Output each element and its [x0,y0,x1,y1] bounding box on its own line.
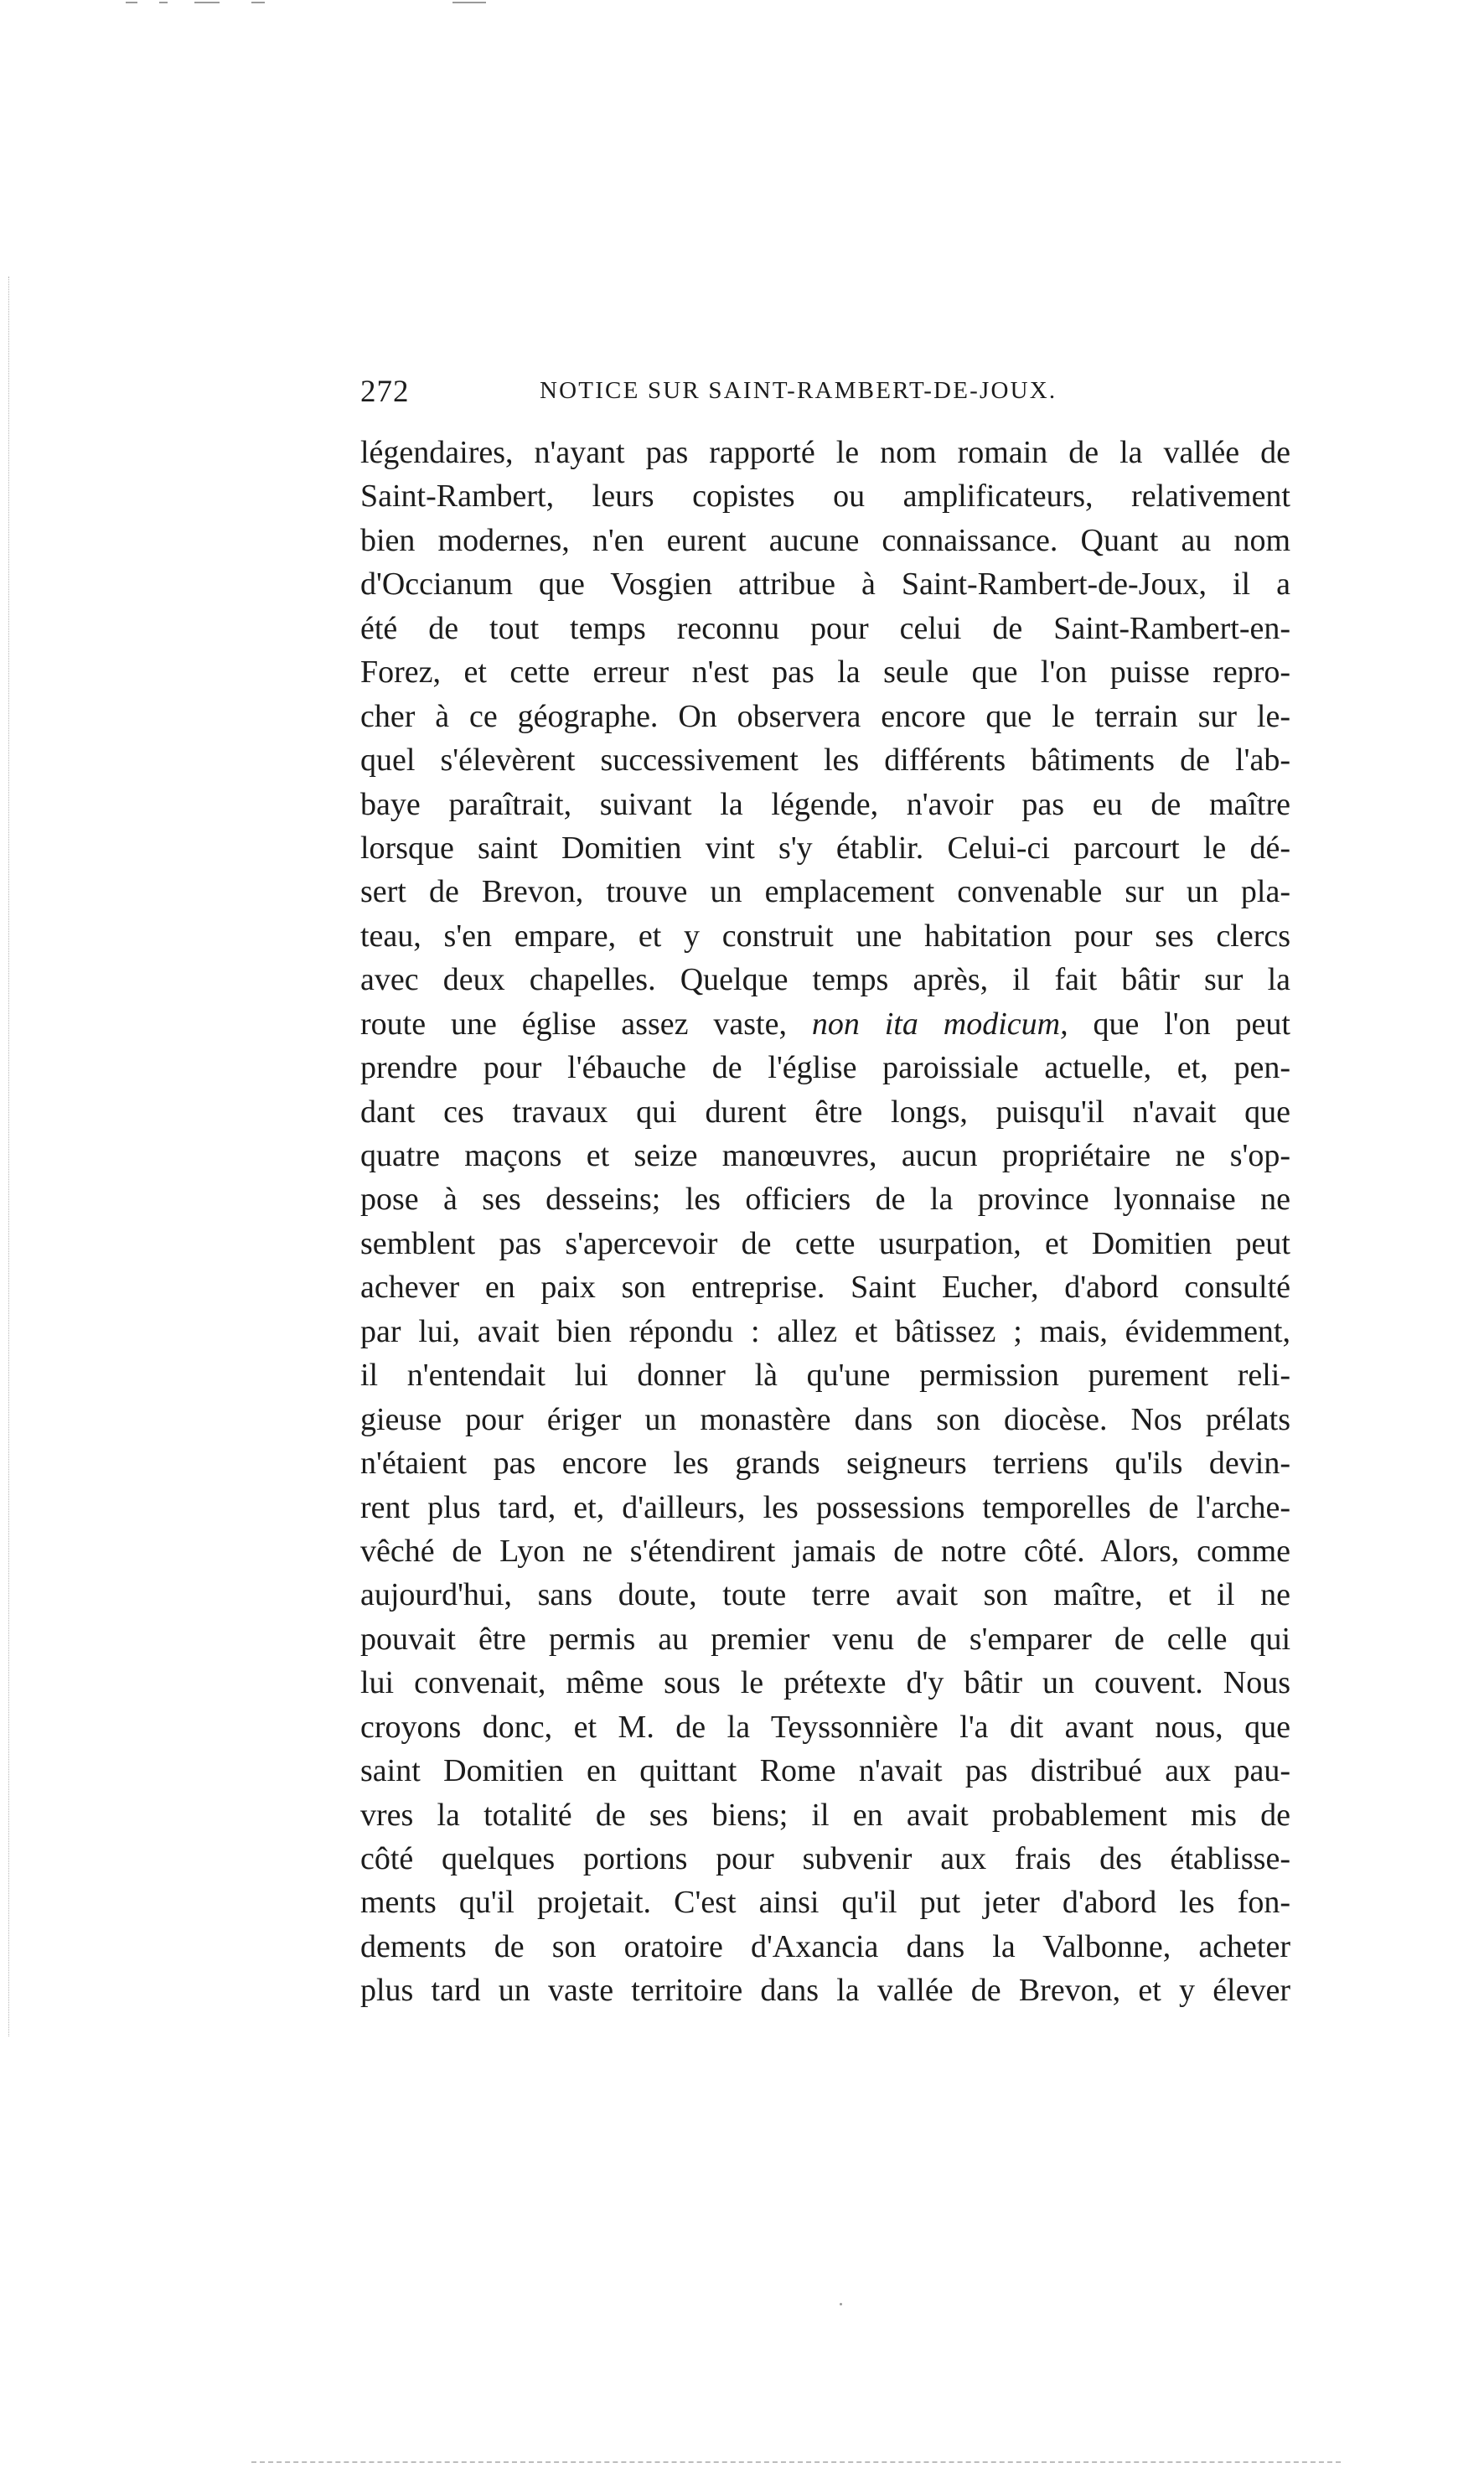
text-line: d'Occianum que Vosgien attribue à Saint-Rambert-de-Joux, il a [360,567,1290,603]
text-line: Saint-Rambert, leurs copistes ou amplificateurs, relativement [360,479,1290,515]
text-line: plus tard un vaste territoire dans la vallée de Brevon, et y élever [360,1973,1290,2009]
bottom-edge-marks [251,2458,1341,2463]
text-line: gieuse pour ériger un monastère dans son diocèse. Nos prélats [360,1401,1290,1437]
text-line: avec deux chapelles. Quelque temps après, il fait bâtir sur la [360,962,1290,998]
text-line: quatre maçons et seize manœuvres, aucun propriétaire ne s'op- [360,1138,1290,1173]
text-line: Forez, et cette erreur n'est pas la seule que l'on puisse repro- [360,655,1290,691]
text-line: rent plus tard, et, d'ailleurs, les possessions temporelles de l'arche- [360,1489,1290,1525]
text-line: pose à ses desseins; les officiers de la province lyonnaise ne [360,1182,1290,1218]
running-head [360,374,1282,416]
text-line: teau, s'en empare, et y construit une habitation pour ses clercs [360,918,1290,954]
text-line: été de tout temps reconnu pour celui de Saint-Rambert-en- [360,610,1290,646]
text-line: achever en paix son entreprise. Saint Eucher, d'abord consulté [360,1270,1290,1306]
text-line: vêché de Lyon ne s'étendirent jamais de notre côté. Alors, comme [360,1533,1290,1569]
text-line: aujourd'hui, sans doute, toute terre avait son maître, et il ne [360,1577,1290,1613]
text-run: route une église assez vaste, [360,1006,812,1042]
text-line: par lui, avait bien répondu : allez et bâtissez ; mais, évidemment, [360,1313,1290,1349]
text-line: croyons donc, et M. de la Teyssonnière l'a dit avant nous, que [360,1709,1290,1745]
body-text [360,431,1290,2013]
text-line: sert de Brevon, trouve un emplacement convenable sur un pla- [360,874,1290,910]
text-line: saint Domitien en quittant Rome n'avait pas distribué aux pau- [360,1753,1290,1789]
text-line: dements de son oratoire d'Axancia dans la Valbonne, acheter [360,1928,1290,1964]
italic-latin-phrase: non ita modicum, [811,1006,1068,1042]
page-header-title: NOTICE SUR SAINT-RAMBERT-DE-JOUX. [540,377,1057,404]
text-line: lui convenait, même sous le prétexte d'y bâtir un couvent. Nous [360,1665,1290,1701]
text-line: baye paraîtrait, suivant la légende, n'avoir pas eu de maître [360,786,1290,822]
text-line: vres la totalité de ses biens; il en avait probablement mis de [360,1797,1290,1833]
text-line: pouvait être permis au premier venu de s'emparer de celle qui [360,1621,1290,1657]
text-line: semblent pas s'apercevoir de cette usurpation, et Domitien peut [360,1225,1290,1261]
text-line: côté quelques portions pour subvenir aux frais des établisse- [360,1841,1290,1876]
text-line: n'étaient pas encore les grands seigneurs terriens qu'ils devin- [360,1446,1290,1482]
text-line: légendaires, n'ayant pas rapporté le nom romain de la vallée de [360,435,1290,470]
text-line: cher à ce géographe. On observera encore que le terrain sur le- [360,698,1290,734]
text-line: quel s'élevèrent successivement les différents bâtiments de l'ab- [360,742,1290,779]
top-edge-marks [0,0,1484,7]
text-run: que l'on peut [1068,1006,1290,1042]
text-line: ments qu'il projetait. C'est ainsi qu'il put jeter d'abord les fon- [360,1885,1290,1921]
text-line: prendre pour l'ébauche de l'église paroissiale actuelle, et, pen- [360,1050,1290,1086]
text-line: il n'entendait lui donner là qu'une permission purement reli- [360,1358,1290,1394]
text-line: bien modernes, n'en eurent aucune connaissance. Quant au nom [360,522,1290,558]
stray-mark [840,2303,842,2305]
text-line: lorsque saint Domitien vint s'y établir. Celui-ci parcourt le dé- [360,830,1290,866]
page-edge-marks [8,277,13,2036]
text-line: dant ces travaux qui durent être longs, puisqu'il n'avait que [360,1094,1290,1130]
text-line [360,1002,1290,1046]
page-number: 272 [360,375,410,409]
